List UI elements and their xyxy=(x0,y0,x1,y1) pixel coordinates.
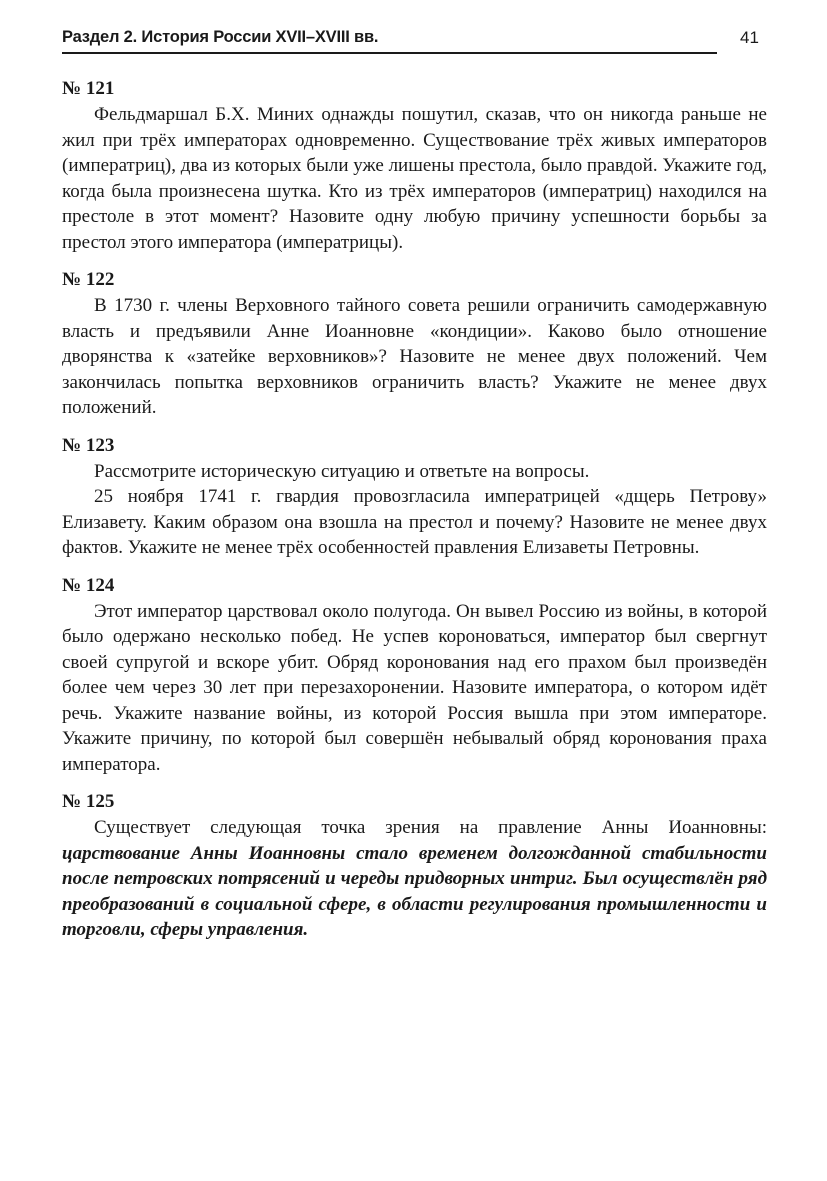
task-list xyxy=(62,76,767,943)
task-intro: Рассмотрите историческую ситуацию и ответьте на вопросы. xyxy=(94,460,590,482)
task-text: Этот император царствовал около полугода. Он вывел Россию из войны, в которой было одержано несколько побед. Не успев короноваться, император был свергнут своей супругой и вскоре убит. Обряд коронования над его прахом был произведён более чем через 30 лет при перезахоронении. Назовите императора, о котором идёт речь. Укажите название войны, из которой Россия вышла при этом императоре. Укажите причину, по которой был совершён небывалый обряд коронования праха императора. xyxy=(62,600,767,775)
task-number: № 125 xyxy=(62,791,115,812)
task-lead: Существует следующая точка зрения на правление Анны Иоанновны: xyxy=(94,817,767,838)
task-number: № 121 xyxy=(62,78,115,99)
task-123 xyxy=(62,433,767,561)
task-number: № 124 xyxy=(62,574,115,596)
task-number: № 123 xyxy=(62,434,115,456)
task-text: 25 ноября 1741 г. гвардия провозгласила императрицей «дщерь Петрову» Елизавету. Каким образом она взошла на престол и почему? Назовите не менее двух фактов. Укажите не менее трёх особенностей правления Елизаветы Петровны. xyxy=(62,486,767,558)
running-header xyxy=(62,22,759,54)
task-text xyxy=(62,815,767,943)
task-text: В 1730 г. члены Верховного тайного совета решили ограничить самодержавную власть и предъявили Анне Иоанновне «кондиции». Каково было отношение дворянства к «затейке верховников»? Назовите не менее двух положений. Чем закончилась попытка верховников ограничить власть? Укажите не менее двух положений. xyxy=(62,295,767,418)
book-page xyxy=(62,22,767,955)
task-text: Фельдмаршал Б.Х. Миних однажды пошутил, сказав, что он никогда раньше не жил при трёх императорах одновременно. Существование трёх живых императоров (императриц), два из которых были уже лишены престола, было правдой. Укажите год, когда была произнесена шутка. Кто из трёх императоров (императриц) находился на престоле в этот момент? Назовите одну любую причину успешности борьбы за престол этого императора (императрицы). xyxy=(62,104,767,253)
page-number: 41 xyxy=(740,28,759,47)
task-124 xyxy=(62,573,767,778)
task-122 xyxy=(62,267,767,421)
task-121 xyxy=(62,76,767,255)
section-title: Раздел 2. История России XVII–XVIII вв. xyxy=(62,28,379,46)
viewpoint-quote: царствование Анны Иоанновны стало временем долгожданной стабильности после петровских потрясений и череды придворных интриг. Был осуществлён ряд преобразований в социальной сфере, в области регулирования промышленности и торговли, сферы управления. xyxy=(62,842,767,940)
task-number: № 122 xyxy=(62,269,115,290)
task-125 xyxy=(62,789,767,943)
